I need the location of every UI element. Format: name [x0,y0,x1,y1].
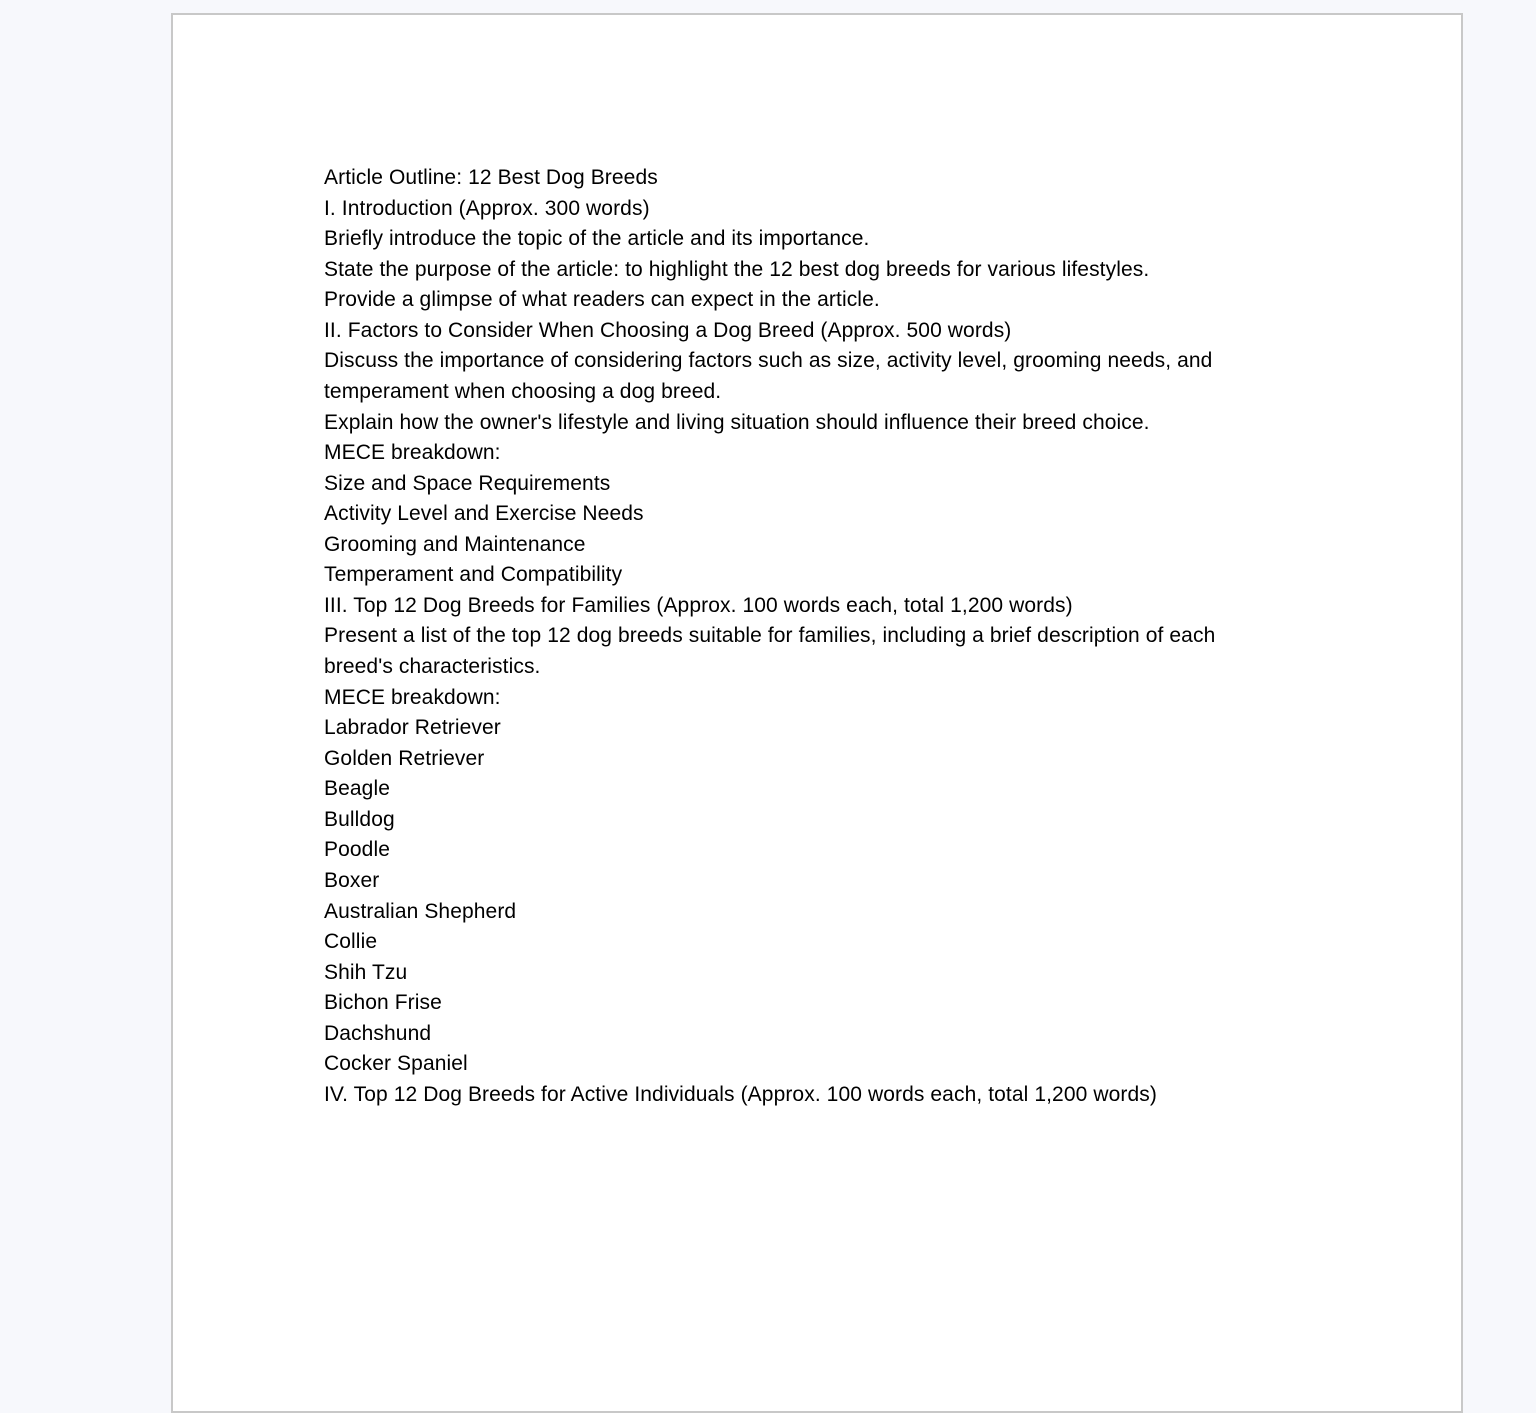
text-line[interactable]: Grooming and Maintenance [324,532,586,556]
text-line[interactable]: II. Factors to Consider When Choosing a Dog Breed (Approx. 500 words) [324,318,1012,342]
text-line[interactable]: IV. Top 12 Dog Breeds for Active Individuals (Approx. 100 words each, total 1,200 words) [324,1082,1157,1106]
text-line[interactable]: Golden Retriever [324,746,485,770]
text-line[interactable]: Explain how the owner's lifestyle and living situation should influence their breed choice. [324,410,1150,434]
text-line[interactable]: Dachshund [324,1021,432,1045]
text-line[interactable]: Cocker Spaniel [324,1052,468,1076]
text-line[interactable]: Shih Tzu [324,960,408,984]
text-line[interactable]: Bichon Frise [324,991,442,1015]
document-text [324,163,1324,1110]
text-line[interactable]: Boxer [324,868,380,892]
text-line[interactable]: temperament when choosing a dog breed. [324,379,722,403]
text-line[interactable]: Activity Level and Exercise Needs [324,502,644,526]
text-line[interactable]: Bulldog [324,807,395,831]
text-line[interactable]: MECE breakdown: [324,685,501,709]
text-line[interactable]: Beagle [324,777,390,801]
text-line[interactable]: Poodle [324,838,390,862]
text-line[interactable]: Provide a glimpse of what readers can expect in the article. [324,288,880,312]
text-line[interactable]: Discuss the importance of considering factors such as size, activity level, grooming needs, and [324,349,1213,373]
text-line[interactable]: Size and Space Requirements [324,471,611,495]
text-line[interactable]: Article Outline: 12 Best Dog Breeds [324,166,658,189]
text-line[interactable]: Labrador Retriever [324,716,501,740]
text-line[interactable]: Collie [324,930,378,954]
text-line[interactable]: breed's characteristics. [324,655,541,678]
text-line[interactable]: I. Introduction (Approx. 300 words) [324,196,650,220]
text-line[interactable]: State the purpose of the article: to highlight the 12 best dog breeds for various lifestyles. [324,257,1150,281]
text-line[interactable]: Temperament and Compatibility [324,563,623,587]
document-page[interactable] [171,13,1463,1413]
text-line[interactable]: Australian Shepherd [324,899,517,923]
text-line[interactable]: III. Top 12 Dog Breeds for Families (Approx. 100 words each, total 1,200 words) [324,593,1073,617]
text-line[interactable]: Briefly introduce the topic of the article and its importance. [324,227,870,251]
text-line[interactable]: Present a list of the top 12 dog breeds suitable for families, including a brief description of each [324,624,1216,648]
text-line[interactable]: MECE breakdown: [324,441,501,465]
